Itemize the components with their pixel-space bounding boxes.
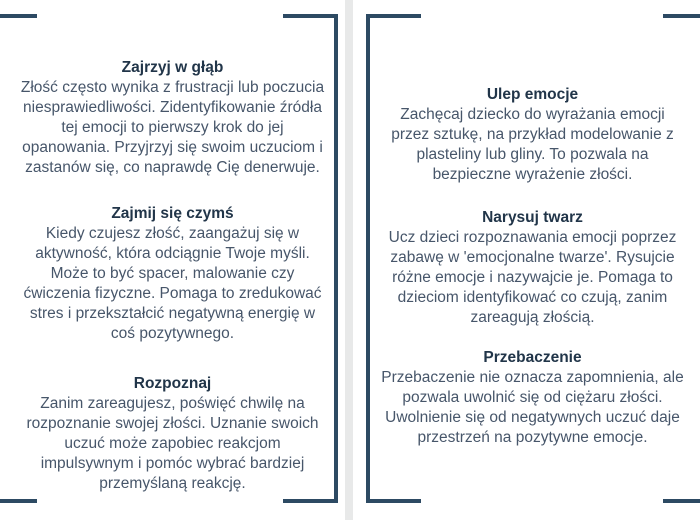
section-body: Kiedy czujesz złość, zaangażuj się w aktywność, która odciągnie Twoje myśli. Może to być spacer, malowanie czy ćwiczenia fizyczne. Pomaga to zredukować stres i przekształcić negatywną energię w coś pozytywnego.: [23, 225, 322, 342]
frame-corner-top-right: [663, 14, 700, 18]
section-ulep-emocje: [380, 85, 685, 185]
frame-corner-bottom-right: [283, 499, 338, 503]
section-title: Rozpoznaj: [133, 375, 212, 392]
frame-corner-bottom-right: [663, 499, 700, 503]
frame-corner-top-right: [283, 14, 338, 18]
frame-corner-bottom-left: [0, 499, 37, 503]
section-title: Zajmij się czymś: [111, 205, 234, 222]
section-title: Przebaczenie: [483, 349, 582, 366]
section-zajrzyj-w-glab: [20, 58, 325, 178]
section-body: Przebaczenie nie oznacza zapomnienia, ale pozwala uwolnić się od ciężaru złości. Uwolnienie się od negatywnych uczuć daje przestrzeń na pozytywne emocje.: [381, 369, 684, 446]
frame-corner-bottom-left: [366, 499, 421, 503]
page-divider: [345, 0, 353, 520]
section-body: Zachęcaj dziecko do wyrażania emocji przez sztukę, na przykład modelowanie z plasteliny lub gliny. To pozwala na bezpieczne wyrażenie złości.: [391, 106, 674, 183]
frame-corner-top-left: [366, 14, 421, 18]
section-title: Ulep emocje: [486, 86, 579, 103]
section-title: Zajrzyj w głąb: [121, 59, 224, 76]
section-zajmij-sie-czyms: [20, 204, 325, 344]
section-body: Złość często wynika z frustracji lub poczucia niesprawiedliwości. Zidentyfikowanie źródła tej emocji to pierwszy krok do jej opanowania. Przyjrzyj się swoim uczuciom i zastanów się, co naprawdę Cię denerwuje.: [20, 79, 325, 176]
section-rozpoznaj: [20, 374, 325, 494]
right-card-content: [380, 85, 685, 448]
section-title: Narysuj twarz: [482, 209, 583, 226]
section-przebaczenie: [380, 348, 685, 448]
section-narysuj-twarz: [380, 208, 685, 328]
section-body: Zanim zareagujesz, poświęć chwilę na rozpoznanie swojej złości. Uznanie swoich uczuć może zapobiec reakcjom impulsywnym i pomóc wybrać bardziej przemyślaną reakcję.: [26, 395, 319, 492]
section-body: Ucz dzieci rozpoznawania emocji poprzez zabawę w 'emocjonalne twarze'. Rysujcie różne emocje i nazywajcie je. Pomaga to dzieciom identyfikować co czują, zanim zareagują złością.: [388, 229, 677, 326]
left-card-content: [20, 58, 325, 494]
frame-corner-top-left: [0, 14, 37, 18]
